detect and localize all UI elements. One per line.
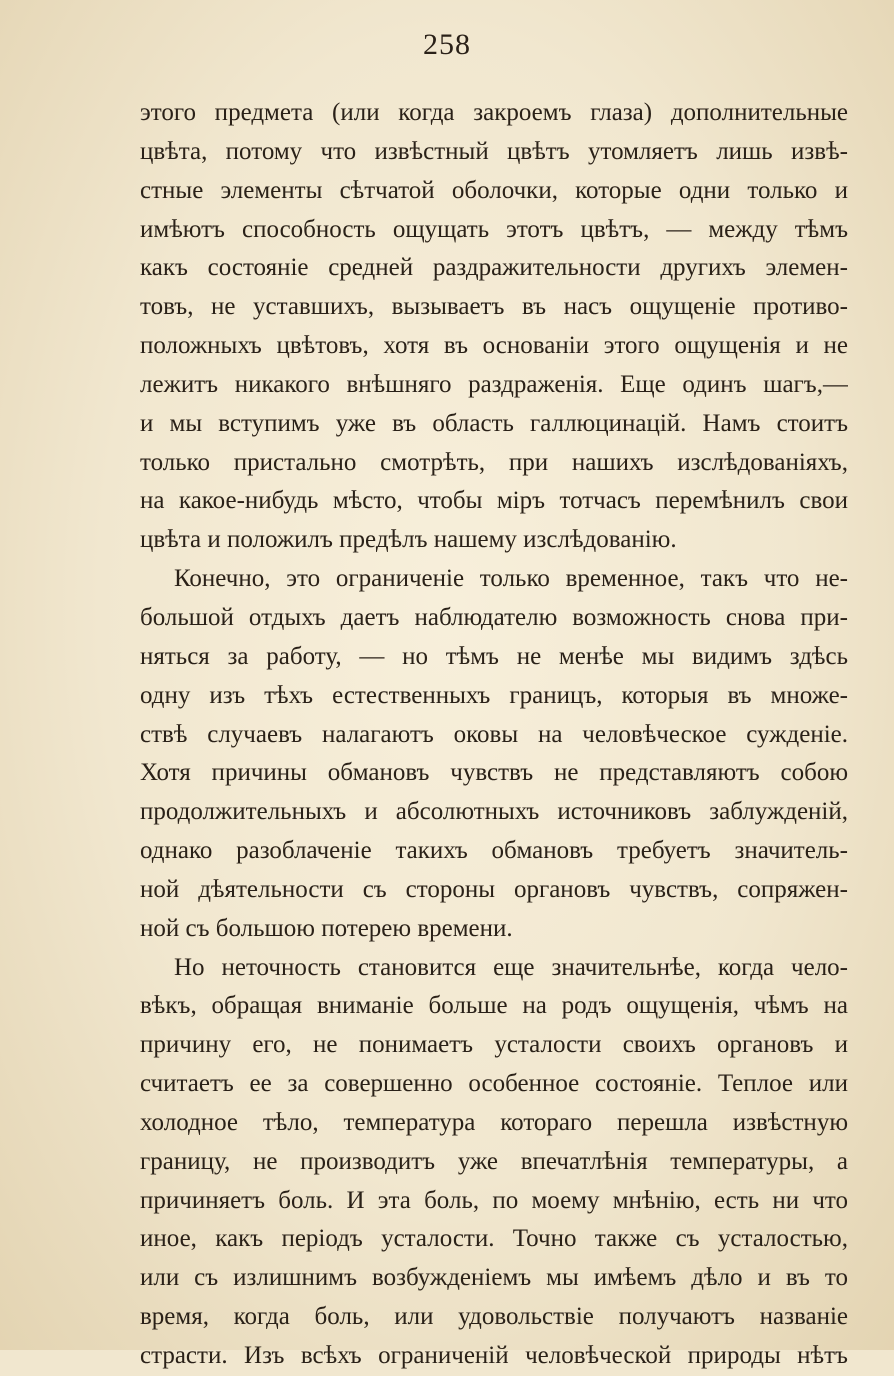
body-text (140, 94, 848, 1376)
text-line: причиняетъ боль. И эта боль, по моему мнѣнію, есть ни что (140, 1186, 848, 1214)
text-line: причину его, не понимаетъ усталости своихъ органовъ и (140, 1031, 848, 1059)
text-line: границу, не производитъ уже впечатлѣнія температуры, а (140, 1147, 848, 1175)
text-line: ной дѣятельности съ стороны органовъ чувствъ, сопряжен- (140, 875, 848, 903)
text-line: одну изъ тѣхъ естественныхъ границъ, которыя въ множе- (140, 681, 848, 709)
text-line: иное, какъ періодъ усталости. Точно также съ усталостью, (140, 1225, 848, 1253)
text-line: цвѣта, потому что извѣстный цвѣтъ утомляетъ лишь извѣ- (140, 137, 848, 165)
text-line: вѣкъ, обращая вниманіе больше на родъ ощущенія, чѣмъ на (140, 992, 848, 1020)
text-line: товъ, не уставшихъ, вызываетъ въ насъ ощущеніе противо- (140, 293, 848, 321)
text-line: лежитъ никакого внѣшняго раздраженія. Еще одинъ шагъ,— (140, 370, 848, 398)
text-line: няться за работу, — но тѣмъ не менѣе мы видимъ здѣсь (140, 642, 848, 670)
text-line: время, когда боль, или удовольствіе получаютъ названіе (140, 1303, 848, 1331)
text-line: стные элементы сѣтчатой оболочки, которые одни только и (140, 176, 848, 204)
text-line: однако разоблаченіе такихъ обмановъ требуетъ значитель- (140, 837, 848, 865)
text-line: и мы вступимъ уже въ область галлюцинацій. Намъ стоитъ (140, 409, 848, 437)
text-line: на какое-нибудь мѣсто, чтобы міръ тотчасъ перемѣнилъ свои (140, 487, 848, 515)
text-line: какъ состояніе средней раздражительности другихъ элемен- (140, 254, 848, 282)
paragraph-end-line: ной съ большою потерею времени. (140, 914, 513, 942)
text-line: Хотя причины обмановъ чувствъ не представляютъ собою (140, 759, 848, 787)
text-line: продолжительныхъ и абсолютныхъ источниковъ заблужденій, (140, 798, 848, 826)
text-line: имѣютъ способность ощущать этотъ цвѣтъ, — между тѣмъ (140, 215, 848, 243)
text-line: большой отдыхъ даетъ наблюдателю возможность снова при- (140, 603, 848, 631)
text-line: этого предмета (или когда закроемъ глаза) дополнительные (140, 99, 848, 126)
page-number: 258 (423, 28, 471, 61)
text-line: или съ излишнимъ возбужденіемъ мы имѣемъ дѣло и въ то (140, 1264, 848, 1292)
text-line: положныхъ цвѣтовъ, хотя въ основаніи этого ощущенія и не (140, 332, 848, 360)
text-line: ствѣ случаевъ налагаютъ оковы на человѣческое сужденіе. (140, 720, 848, 748)
text-line: страсти. Изъ всѣхъ ограниченій человѣческой природы нѣтъ (140, 1342, 848, 1369)
paragraph-end-line: цвѣта и положилъ предѣлъ нашему изслѣдованію. (140, 526, 677, 554)
paragraph-start-line: Но неточность становится еще значительнѣе, когда чело- (174, 953, 848, 981)
text-line: только пристально смотрѣть, при нашихъ изслѣдованіяхъ, (140, 448, 848, 476)
text-line: холодное тѣло, температура котораго перешла извѣстную (140, 1108, 848, 1136)
paragraph-start-line: Конечно, это ограниченіе только временное, такъ что не- (174, 565, 848, 593)
text-line: считаетъ ее за совершенно особенное состояніе. Теплое или (140, 1070, 848, 1098)
